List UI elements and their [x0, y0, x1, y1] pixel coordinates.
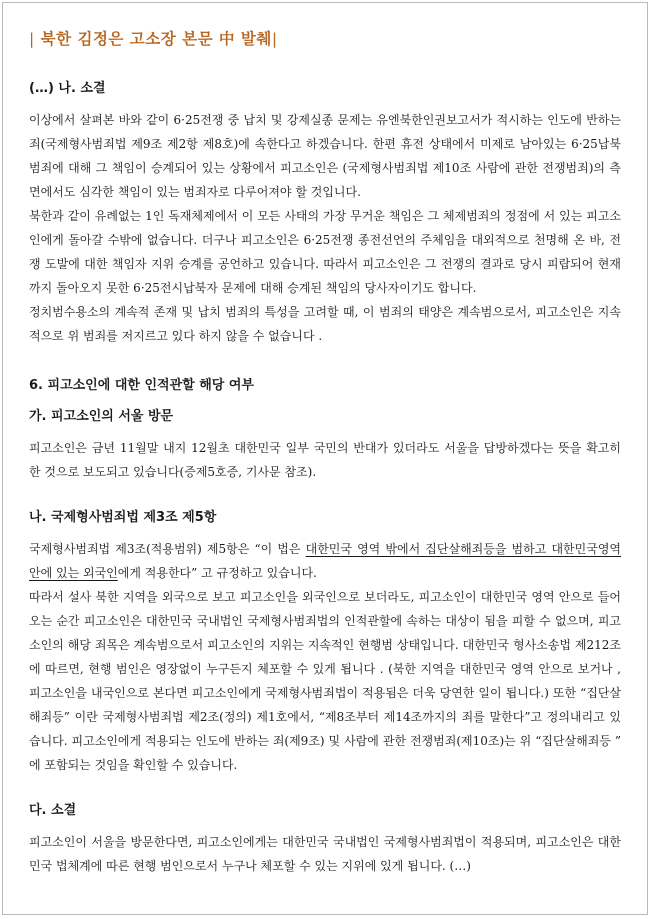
document-page — [2, 2, 648, 915]
paragraph: 이상에서 살펴본 바와 같이 6·25전쟁 중 납치 및 강제실종 문제는 유엔북한인권보고서가 적시하는 인도에 반하는 죄(국제형사범죄법 제9조 제2항 제8호)에 속한다고 하겠습니다. 한편 휴전 상태에서 미제로 남아있는 6·25납북 범죄에 대해 그 책임이 승계되어 있는 상황에서 피고소인은 (국제형사범죄법 제10조 사람에 관한 전쟁범죄)의 측면에서도 심각한 책임이 있는 범죄자로 다루어져야 할 것입니다. — [29, 113, 621, 199]
subsection-heading-article-3: 나. 국제형사범죄법 제3조 제5항 — [29, 510, 217, 525]
title-bar-left: | — [29, 30, 35, 48]
paragraph-article-3 — [29, 537, 621, 585]
paragraph: 피고소인이 서울을 방문한다면, 피고소인에게는 대한민국 국내법인 국제형사범죄법이 적용되며, 피고소인은 대한민국 법체계에 따른 현행 범인으로서 누구나 체포할 수 있는 지위에 있게 됩니다. (…) — [29, 835, 621, 873]
document-title — [29, 27, 621, 49]
paragraph: 북한과 같이 유례없는 1인 독재체제에서 이 모든 사태의 가장 무거운 책임은 그 체제범죄의 정점에 서 있는 피고소인에게 돌아갈 수밖에 없습니다. 더구나 피고소인은 6·25전쟁 종전선언의 주체임을 대외적으로 천명해 온 바, 전쟁 도발에 대한 책임자 지위 승계를 공언하고 있습니다. 따라서 피고소인은 그 전쟁의 결과로 당시 피랍되어 현재까지 돌아오지 못한 6·25전시납북자 문제에 대해 승계된 책임의 당사자이기도 합니다. — [29, 209, 621, 295]
text-segment: 에게 적용한다” 고 규정하고 있습니다. — [117, 566, 317, 580]
paragraph: 피고소인은 금년 11월말 내지 12월초 대한민국 일부 국민의 반대가 있더라도 서울을 답방하겠다는 뜻을 확고히 한 것으로 보도되고 있습니다(증제5호증, 기사문 참조). — [29, 441, 621, 479]
document-title-text: 북한 김정은 고소장 본문 中 발췌 — [40, 30, 272, 48]
section-heading-conclusion: (…) 나. 소결 — [29, 81, 106, 96]
text-segment: 국제형사범죄법 제3조(적용범위) 제5항은 “이 법은 — [29, 542, 306, 556]
subsection-heading-conclusion: 다. 소결 — [29, 803, 77, 818]
section-heading-jurisdiction: 6. 피고소인에 대한 인적관할 해당 여부 — [29, 378, 254, 393]
paragraph: 정치범수용소의 계속적 존재 및 납치 범죄의 특성을 고려할 때, 이 범죄의 태양은 계속범으로서, 피고소인은 지속적으로 위 범죄를 저지르고 있다 하지 않을 수 없습니다 . — [29, 305, 621, 343]
paragraph: 따라서 설사 북한 지역을 외국으로 보고 피고소인을 외국인으로 보더라도, 피고소인이 대한민국 영역 안으로 들어오는 순간 피고소인은 대한민국 국내법인 국제형사범죄법의 인적관할에 속하는 대상이 됨을 피할 수 없으며, 피고소인의 해당 죄목은 계속범으로서 피고소인의 지위는 지속적인 현행범 상태입니다. 대한민국 형사소송법 제212조에 따르면, 현행 범인은 영장없이 누구든지 체포할 수 있게 됩니다 . (북한 지역을 대한민국 영역 안으로 보거나 , 피고소인을 내국인으로 본다면 피고소인에게 국제형사범죄법이 적용됨은 더욱 당연한 일이 됩니다.) 또한 “집단살해죄등” 이란 국제형사범죄법 제2조(정의) 제1호에서, “제8조부터 제14조까지의 죄를 말한다”고 정의내리고 있습니다. 피고소인에게 적용되는 인도에 반하는 죄(제9조) 및 사람에 관한 전쟁범죄(제10조)는 위 “집단살해죄등 ” 에 포함되는 것임을 확인할 수 있습니다. — [29, 590, 621, 772]
underlined-text: 대한민국 영역 밖에서 집단살해죄등을 범하고 대한민국영역 안에 있는 외국인 — [29, 542, 621, 580]
title-bar-right: | — [271, 30, 278, 48]
subsection-heading-seoul-visit: 가. 피고소인의 서울 방문 — [29, 409, 174, 424]
